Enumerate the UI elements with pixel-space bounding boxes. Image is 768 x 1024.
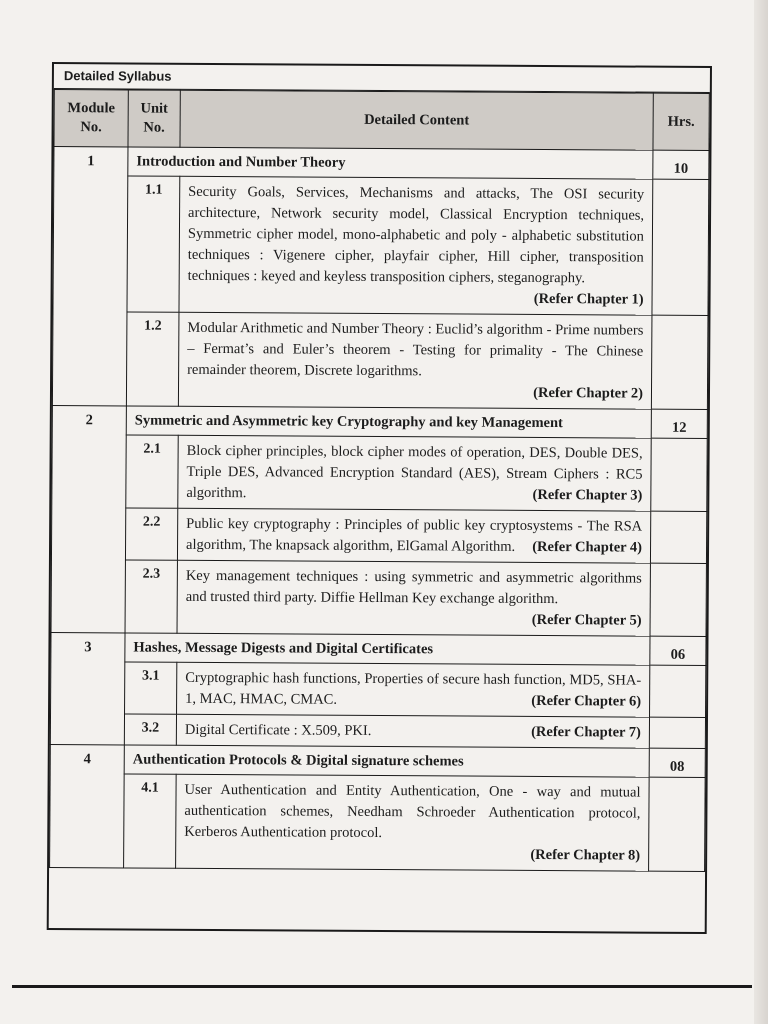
module-title: Introduction and Number Theory bbox=[128, 147, 653, 179]
unit-number: 1.1 bbox=[127, 176, 180, 312]
unit-row bbox=[50, 714, 705, 749]
module-row bbox=[54, 147, 709, 180]
module-hours: 10 bbox=[653, 150, 709, 179]
hours-empty-cell bbox=[651, 438, 707, 511]
unit-number: 4.1 bbox=[124, 774, 177, 868]
module-hours: 12 bbox=[651, 409, 707, 438]
unit-row bbox=[51, 508, 706, 564]
unit-text: Modular Arithmetic and Number Theory : Euclid’s algorithm - Prime numbers – Fermat’s and Euler’s theorem - Testing for primality - The Chinese remainder theorem, Discrete logarithms. bbox=[187, 319, 644, 380]
unit-number: 2.2 bbox=[125, 508, 177, 560]
unit-row bbox=[51, 560, 706, 637]
syllabus-title: Detailed Syllabus bbox=[54, 64, 710, 93]
unit-content bbox=[178, 312, 652, 409]
paper-edge bbox=[754, 0, 768, 1024]
unit-text: Key management techniques : using symmetric and asymmetric algorithms and trusted third party. Diffie Hellman Key exchange algorithm. bbox=[185, 567, 642, 608]
unit-number: 3.1 bbox=[125, 662, 177, 714]
chapter-reference: (Refer Chapter 5) bbox=[531, 611, 642, 629]
hours-empty-cell bbox=[651, 315, 708, 409]
unit-content bbox=[178, 435, 651, 511]
unit-text: Security Goals, Services, Mechanisms and attacks, The OSI security architecture, Network security model, Classical Encryption techniques, Symmetric cipher model, mono-alphabetic and poly - alphabetic substitution techniques : Vigenere cipher, playfair cipher, Hill cipher, transposition techniques : keyed and keyless transposition ciphers, steganography. bbox=[187, 183, 645, 287]
module-row bbox=[51, 633, 706, 666]
unit-row bbox=[52, 435, 707, 512]
unit-content bbox=[179, 176, 653, 315]
unit-text: Cryptographic hash functions, Properties of secure hash function, MD5, SHA-1, MAC, HMAC, CMAC. bbox=[185, 669, 642, 708]
unit-content bbox=[176, 774, 650, 871]
unit-number: 3.2 bbox=[124, 714, 176, 745]
module-title: Authentication Protocols & Digital signature schemes bbox=[124, 745, 649, 777]
chapter-reference: (Refer Chapter 8) bbox=[530, 846, 641, 864]
header-hrs: Hrs. bbox=[653, 93, 709, 150]
table-header-row bbox=[54, 90, 709, 151]
syllabus-table bbox=[49, 89, 710, 872]
chapter-reference: (Refer Chapter 2) bbox=[533, 384, 644, 402]
header-module: Module No. bbox=[54, 90, 128, 147]
chapter-reference: (Refer Chapter 4) bbox=[532, 538, 643, 556]
hours-empty-cell bbox=[650, 511, 706, 563]
hours-empty-cell bbox=[650, 563, 706, 636]
hours-empty-cell bbox=[650, 665, 706, 717]
module-number: 4 bbox=[50, 745, 125, 868]
hours-empty-cell bbox=[649, 777, 706, 871]
module-row bbox=[50, 745, 705, 778]
module-number: 1 bbox=[52, 147, 128, 406]
chapter-reference: (Refer Chapter 1) bbox=[533, 290, 644, 308]
unit-row bbox=[53, 176, 709, 316]
unit-number: 2.3 bbox=[125, 560, 177, 633]
unit-text: Block cipher principles, block cipher modes of operation, DES, Double DES, Triple DES, Advanced Encryption Standard (AES), Stream Ciphers : RC5 algorithm. bbox=[186, 442, 643, 502]
unit-row bbox=[51, 662, 706, 718]
header-content: Detailed Content bbox=[180, 90, 653, 150]
unit-number: 1.2 bbox=[126, 312, 179, 406]
hours-empty-cell bbox=[652, 179, 709, 315]
module-row bbox=[52, 406, 707, 439]
unit-row bbox=[52, 312, 708, 410]
syllabus-frame bbox=[47, 62, 712, 934]
unit-row bbox=[50, 774, 706, 872]
hours-empty-cell bbox=[649, 717, 705, 748]
unit-text: Public key cryptography : Principles of public key cryptosystems - The RSA algorithm, The knapsack algorithm, ElGamal Algorithm. bbox=[186, 515, 643, 555]
chapter-reference: (Refer Chapter 6) bbox=[531, 692, 642, 710]
unit-text: Digital Certificate : X.509, PKI. bbox=[184, 721, 372, 739]
unit-content bbox=[176, 714, 649, 748]
unit-content bbox=[177, 508, 650, 563]
header-unit: Unit No. bbox=[128, 90, 180, 147]
page-bottom-rule bbox=[12, 985, 752, 988]
unit-number: 2.1 bbox=[126, 435, 178, 508]
module-hours: 08 bbox=[649, 748, 705, 777]
module-number: 3 bbox=[50, 633, 125, 745]
unit-content bbox=[177, 662, 650, 717]
module-number: 2 bbox=[51, 406, 126, 633]
chapter-reference: (Refer Chapter 7) bbox=[531, 723, 641, 741]
unit-text: User Authentication and Entity Authentication, One - way and mutual authentication schemes, Needham Schroeder Authentication protocol, Kerberos Authentication protocol. bbox=[184, 781, 641, 842]
unit-content bbox=[177, 560, 650, 636]
module-title: Symmetric and Asymmetric key Cryptography and key Management bbox=[126, 406, 651, 438]
chapter-reference: (Refer Chapter 3) bbox=[532, 486, 643, 504]
module-title: Hashes, Message Digests and Digital Certificates bbox=[125, 633, 650, 665]
module-hours: 06 bbox=[650, 636, 706, 665]
